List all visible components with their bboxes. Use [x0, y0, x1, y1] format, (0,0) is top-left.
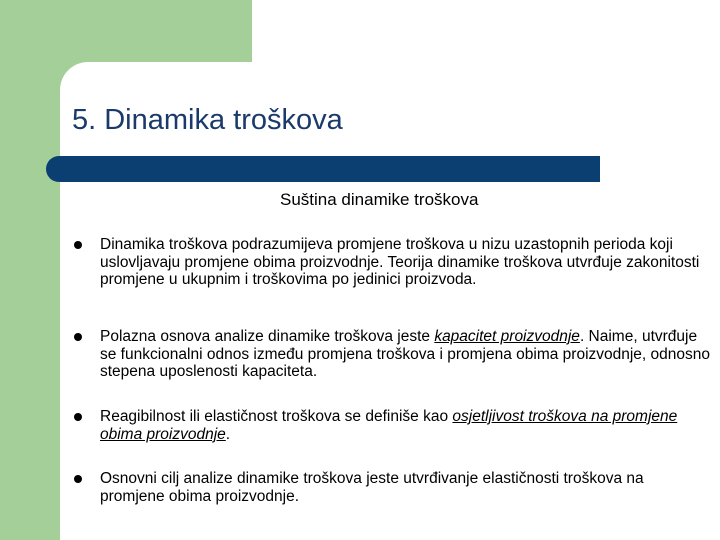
bullet-text: Dinamika troškova podrazumijeva promjene troškova u nizu uzastopnih perioda koji uslovljavaju promjene obima proizvodnje. Teorija dinamike troškova utvrđuje zakonitosti promjene u ukupnim i troškovima po jedinici proizvoda. — [100, 236, 700, 288]
bullet-emphasis: kapacitet proizvodnje — [434, 328, 580, 345]
bullet-text: Osnovni cilj analize dinamike troškova jeste utvrđivanje elastičnosti troškova na promjene obima proizvodnje. — [100, 470, 644, 505]
slide-subtitle: Suština dinamike troškova — [280, 190, 479, 209]
green-decor-left — [0, 0, 62, 540]
bullet-dot-icon — [74, 333, 82, 341]
bullet-text-before: Polazna osnova analize dinamike troškova jeste — [100, 328, 435, 345]
bullet-dot-icon — [74, 475, 82, 483]
title-underline-bar — [46, 156, 600, 182]
bullet-text-after: . Naime, utvrđuje se funkcionalni odnos između promjena troškova i promjena obima proizvodnje, odnosno stepena uposlenosti kapaciteta. — [100, 328, 711, 380]
bullet-item — [72, 470, 712, 505]
bullet-item — [72, 328, 712, 381]
bullet-item — [72, 408, 712, 443]
bullet-emphasis: osjetljivost troškova na promjene obima proizvodnje — [100, 408, 678, 443]
bullet-dot-icon — [74, 413, 82, 421]
slide-title: 5. Dinamika troškova — [72, 104, 343, 136]
bullet-item — [72, 236, 712, 289]
bullet-text-after: . — [225, 425, 231, 443]
bullet-dot-icon — [74, 241, 82, 249]
bullet-text-before: Reagibilnost ili elastičnost troškova se definiše kao — [100, 408, 453, 425]
